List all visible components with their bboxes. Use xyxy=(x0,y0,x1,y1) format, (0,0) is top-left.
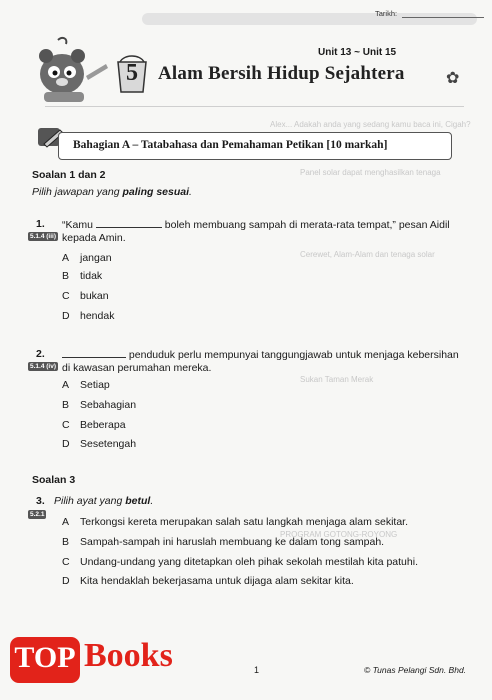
divider xyxy=(45,106,464,107)
option-text[interactable]: bukan xyxy=(80,290,109,302)
question-3-prompt xyxy=(54,495,153,507)
option-text[interactable]: Setiap xyxy=(80,379,110,391)
option-letter: A xyxy=(62,379,70,391)
date-label: Tarikh: xyxy=(375,9,398,18)
question-text: penduduk perlu mempunyai tanggungjawab untuk menjaga kebersihan xyxy=(128,349,459,361)
option-text[interactable]: Terkongsi kereta merupakan salah satu langkah menjaga alam sekitar. xyxy=(80,516,409,528)
option-text[interactable]: Kita hendaklah bekerjasama untuk dijaga alam sekitar kita. xyxy=(80,575,354,587)
bleed-through-text: Cerewet, Alam-Alam dan tenaga solar xyxy=(300,250,435,259)
instruction-text: Pilih jawapan yang xyxy=(32,186,123,198)
answer-blank xyxy=(96,218,162,228)
prompt-text: Pilih ayat yang xyxy=(54,495,126,507)
question-1-text xyxy=(62,218,450,231)
option-text[interactable]: Sampah-sampah ini haruslah membuang ke dalam tong sampah. xyxy=(80,536,385,548)
section-title: Bahagian A – Tatabahasa dan Pemahaman Petikan [10 markah] xyxy=(73,139,388,151)
question-number: 3. xyxy=(36,495,45,507)
bleed-through-text: Sukan Taman Merak xyxy=(300,375,374,384)
chapter-number: 5 xyxy=(126,60,138,86)
instruction-suffix: . xyxy=(189,186,192,198)
option-letter: D xyxy=(62,575,70,587)
option-text[interactable]: hendak xyxy=(80,310,115,322)
option-text[interactable]: Beberapa xyxy=(80,419,126,431)
question-text: boleh membuang sampah di merata-rata tempat,” pesan Aidil xyxy=(164,219,450,231)
option-letter: D xyxy=(62,438,70,450)
skill-tag: 5.2.1 xyxy=(30,511,45,518)
option-text[interactable]: tidak xyxy=(80,270,103,282)
option-text[interactable]: jangan xyxy=(80,252,112,264)
bleed-through-text: PROGRAM GOTONG-ROYONG xyxy=(280,530,398,539)
option-text[interactable]: Sesetengah xyxy=(80,438,137,450)
prompt-emphasis: betul xyxy=(125,495,151,507)
option-letter: B xyxy=(62,399,70,411)
question-number: 2. xyxy=(36,348,45,360)
option-text[interactable]: Undang-undang yang ditetapkan oleh pihak sekolah mestilah kita patuhi. xyxy=(80,556,418,568)
option-letter: D xyxy=(62,310,70,322)
date-field-line xyxy=(402,17,484,18)
option-text[interactable]: Sebahagian xyxy=(80,399,137,411)
skill-tag: 5.1.4 (iv) xyxy=(30,363,57,370)
option-letter: C xyxy=(62,419,70,431)
option-letter: C xyxy=(62,556,70,568)
chapter-title: Alam Bersih Hidup Sejahtera xyxy=(158,63,405,84)
question-text: “Kamu xyxy=(62,219,93,231)
chapter-badge xyxy=(114,54,150,94)
flower-icon: ✿ xyxy=(446,70,460,87)
header-bar xyxy=(142,13,477,25)
option-letter: A xyxy=(62,516,70,528)
section-header xyxy=(58,132,452,160)
prompt-suffix: . xyxy=(150,495,154,507)
question-number: 1. xyxy=(36,218,45,230)
question-2-text xyxy=(62,348,459,361)
bleed-through-text: Panel solar dapat menghasilkan tenaga xyxy=(300,168,441,177)
option-letter: B xyxy=(62,270,70,282)
option-letter: C xyxy=(62,290,70,302)
page-number: 1 xyxy=(254,665,260,675)
answer-blank xyxy=(62,348,126,358)
question-text: di kawasan perumahan mereka. xyxy=(62,362,212,374)
logo-text-books: Books xyxy=(84,637,173,674)
group-heading: Soalan 3 xyxy=(32,474,76,486)
logo-text-top: TOP xyxy=(14,641,76,674)
skill-tag: 5.1.4 (iii) xyxy=(30,233,57,240)
bleed-through-text: Alex... Adakah anda yang sedang kamu baca ini, Cigah? xyxy=(270,120,471,129)
bear-mascot-icon xyxy=(34,34,114,104)
instruction-emphasis: paling sesuai xyxy=(122,186,190,198)
option-letter: A xyxy=(62,252,70,264)
group-heading: Soalan 1 dan 2 xyxy=(32,169,106,181)
unit-range: Unit 13 ~ Unit 15 xyxy=(318,47,397,58)
topbooks-logo-badge xyxy=(10,637,80,683)
question-text: kepada Amin. xyxy=(62,232,126,244)
option-letter: B xyxy=(62,536,70,548)
copyright: © Tunas Pelangi Sdn. Bhd. xyxy=(364,665,467,675)
instruction xyxy=(32,186,192,198)
